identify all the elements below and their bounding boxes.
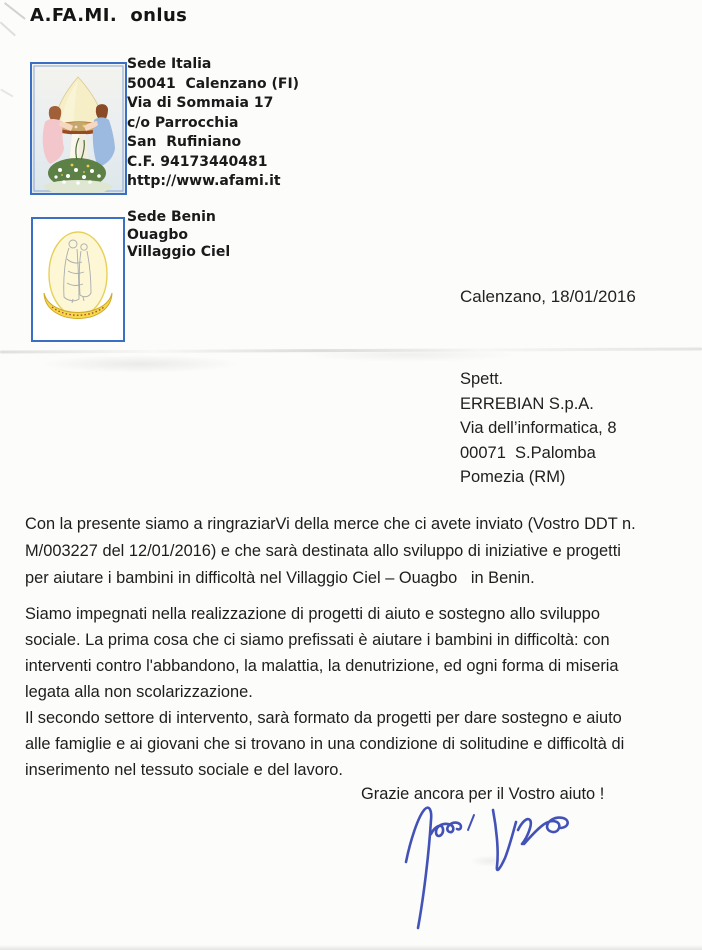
sede-italia-line: Via di Sommaia 17 bbox=[127, 95, 274, 111]
recipient-line: Via dell’informatica, 8 bbox=[460, 419, 617, 437]
scan-smudge bbox=[40, 355, 240, 373]
sede-benin-line: Sede Benin bbox=[127, 209, 216, 225]
sede-benin-block bbox=[127, 209, 230, 262]
sede-italia-line: C.F. 94173440481 bbox=[127, 153, 268, 170]
scan-scratch bbox=[0, 22, 16, 36]
paragraph-thanks bbox=[25, 511, 636, 592]
scan-tear-line bbox=[0, 347, 702, 353]
sede-italia-block bbox=[127, 55, 299, 192]
paragraph-mission bbox=[25, 601, 624, 783]
holy-card-angels-image bbox=[30, 62, 127, 195]
body-text-line: Siamo impegnati nella realizzazione di progetti di aiuto e sostegno allo sviluppo bbox=[25, 605, 600, 623]
recipient-line: Spett. bbox=[460, 370, 504, 388]
closing-line: Grazie ancora per il Vostro aiuto ! bbox=[361, 785, 605, 803]
body-text-line: Con la presente siamo a ringraziarVi della merce che ci avete inviato (Vostro DDT n. bbox=[25, 515, 636, 533]
body-text-line: interventi contro l'abbandono, la malattia, la denutrizione, ed ogni forma di miseria bbox=[25, 657, 619, 675]
scan-smudge bbox=[300, 348, 520, 362]
body-text-line: Il secondo settore di intervento, sarà formato da progetti per dare sostegno e aiuto bbox=[25, 709, 622, 727]
scan-edge-shadow bbox=[0, 945, 702, 950]
body-text-line: per aiutare i bambini in difficoltà nel Villaggio Ciel – Ouagbo in Benin. bbox=[25, 569, 535, 587]
date-line: Calenzano, 18/01/2016 bbox=[460, 287, 636, 306]
holy-card-illustration bbox=[32, 64, 125, 193]
recipient-line: 00071 S.Palomba bbox=[460, 443, 596, 462]
org-title: A.FA.MI. onlus bbox=[30, 5, 188, 26]
sede-italia-line: 50041 Calenzano (FI) bbox=[127, 75, 300, 92]
sede-italia-line: c/o Parrocchia bbox=[127, 114, 239, 131]
sede-italia-line: San Rufiniano bbox=[127, 134, 242, 150]
body-text-line: alle famiglie e ai giovani che si trovano in una condizione di solitudine e difficoltà di bbox=[25, 735, 625, 753]
scan-scratch bbox=[1, 89, 14, 97]
recipient-line: ERREBIAN S.p.A. bbox=[460, 394, 594, 413]
website-url-text: http://www.afami.it bbox=[127, 173, 281, 189]
body-text-line: M/003227 del 12/01/2016) e che sarà destinata allo sviluppo di iniziative e progetti bbox=[25, 542, 621, 560]
madonna-medallion-image bbox=[31, 217, 125, 342]
body-text-line: inserimento nel tessuto sociale e del lavoro. bbox=[25, 761, 343, 779]
recipient-block bbox=[460, 367, 617, 490]
body-text-line: sociale. La prima cosa che ci siamo prefissati è aiutare i bambini in difficoltà: con bbox=[25, 631, 610, 649]
madonna-medallion-illustration bbox=[33, 219, 123, 340]
sede-benin-line: Villaggio Ciel bbox=[127, 244, 231, 260]
body-text-line: legata alla non scolarizzazione. bbox=[25, 683, 253, 701]
recipient-line: Pomezia (RM) bbox=[460, 468, 566, 486]
sede-italia-line: Sede Italia bbox=[127, 56, 212, 72]
sede-benin-line: Ouagbo bbox=[127, 226, 188, 243]
signature-image bbox=[398, 800, 578, 940]
scan-scratch bbox=[4, 2, 25, 19]
